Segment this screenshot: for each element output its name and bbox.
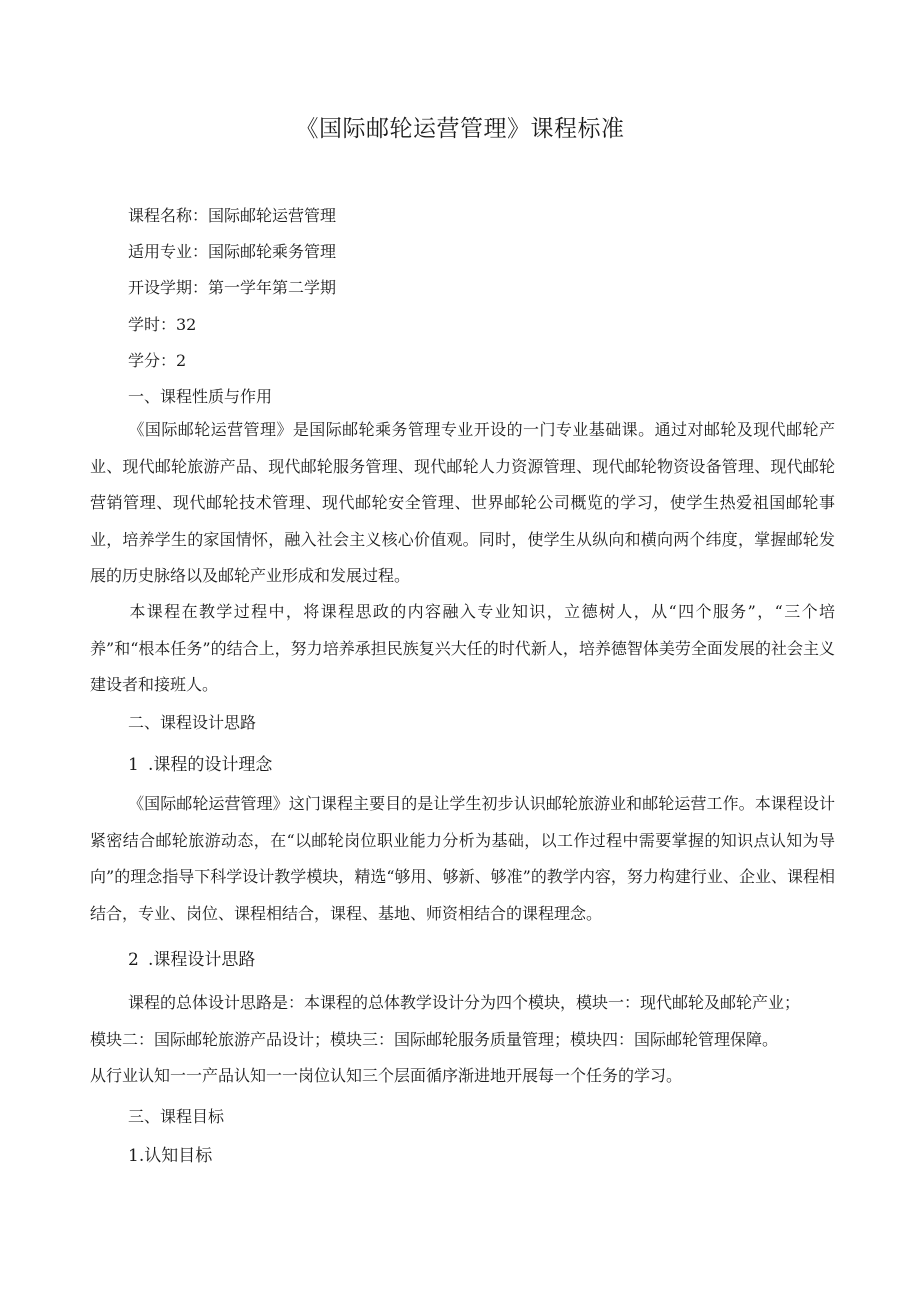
section-1-paragraph-1-text: 《国际邮轮运营管理》是国际邮轮乘务管理专业开设的一门专业基础课。通过对邮轮及现代邮轮产业、现代邮轮旅游产品、现代邮轮服务管理、现代邮轮人力资源管理、现代邮轮物资设备管理、现代邮轮营销管理、现代邮轮技术管理、现代邮轮安全管理、世界邮轮公司概览的学习，使学生热爱祖国邮轮事业，培养学生的家国情怀，融入社会主义核心价值观。同时，使学生从纵向和横向两个纬度，掌握邮轮发展的历史脉络以及邮轮产业形成和发展过程。: [90, 420, 835, 585]
subsection-2-2-title: .课程设计思路: [148, 950, 256, 970]
subsection-2-1-paragraph-text: 《国际邮轮运营管理》这门课程主要目的是让学生初步认识邮轮旅游业和邮轮运营工作。本课程设计紧密结合邮轮旅游动态，在“以邮轮岗位职业能力分析为基础，以工作过程中需要掌握的知识点认知为导向”的理念指导下科学设计教学模块，精选“够用、够新、够准”的教学内容，努力构建行业、企业、课程相结合，专业、岗位、课程相结合，课程、基地、师资相结合的课程理念。: [90, 794, 835, 923]
subsection-3-1-heading: 1.认知目标: [128, 1146, 213, 1166]
meta-course-name: 课程名称：国际邮轮运营管理: [128, 206, 337, 225]
meta-credits: 学分：2: [128, 351, 187, 370]
subsection-2-1-heading: [128, 750, 272, 775]
section-1-heading: 一、课程性质与作用: [128, 387, 273, 406]
subsection-2-1-paragraph: [90, 786, 835, 932]
subsection-2-2-line-3: 从行业认知一一产品认知一一岗位认知三个层面循序渐进地开展每一个任务的学习。: [90, 1066, 683, 1085]
subsection-2-2-heading: [128, 945, 255, 970]
section-1-paragraph-2-text: 本课程在教学过程中，将课程思政的内容融入专业知识，立德树人，从“四个服务”，“三个培养”和“根本任务”的结合上，努力培养承担民族复兴大任的时代新人，培养德智体美劳全面发展的社会主义建设者和接班人。: [90, 602, 835, 694]
subsection-2-2-number: 2: [128, 950, 139, 970]
subsection-2-1-number: 1: [128, 755, 139, 775]
meta-major: 适用专业：国际邮轮乘务管理: [128, 242, 337, 261]
section-1-paragraph-1: [90, 412, 835, 595]
subsection-2-1-title: .课程的设计理念: [148, 755, 273, 775]
document-title: 《国际邮轮运营管理》课程标准: [295, 116, 625, 142]
section-2-heading: 二、课程设计思路: [128, 713, 257, 732]
subsection-2-2-line-2: 模块二：国际邮轮旅游产品设计；模块三：国际邮轮服务质量管理；模块四：国际邮轮管理保障。: [90, 1030, 779, 1049]
meta-semester: 开设学期：第一学年第二学期: [128, 278, 337, 297]
section-3-heading: 三、课程目标: [128, 1107, 225, 1126]
meta-hours: 学时：32: [128, 315, 197, 334]
section-1-paragraph-2: [90, 594, 835, 704]
subsection-2-2-line-1: 课程的总体设计思路是：本课程的总体教学设计分为四个模块，模块一：现代邮轮及邮轮产业；: [128, 993, 801, 1012]
